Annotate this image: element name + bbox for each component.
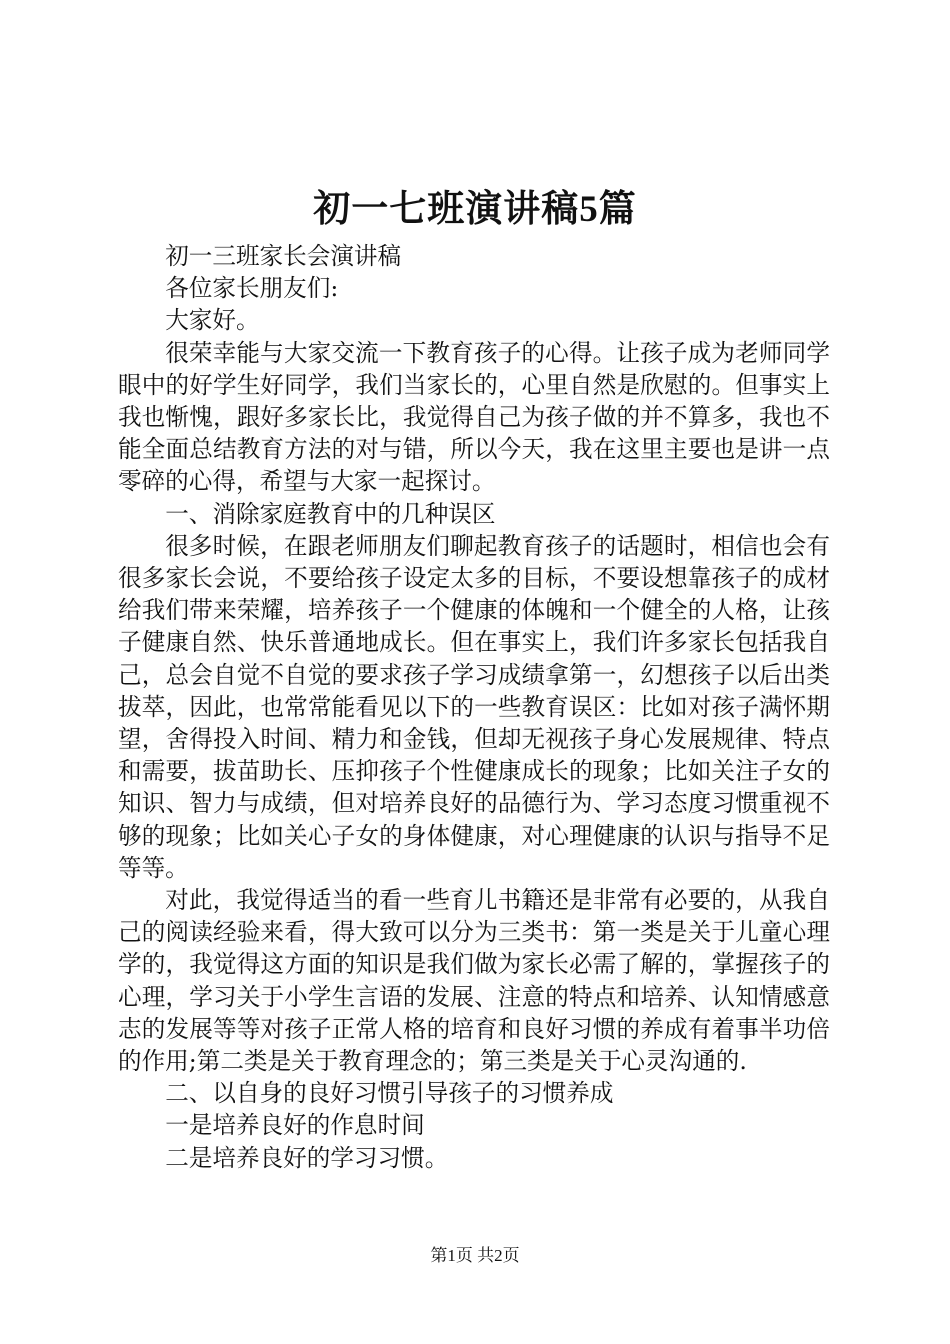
paragraph: 初一三班家长会演讲稿 [165,242,402,270]
section-heading: 一、消除家庭教育中的几种误区 [165,499,496,528]
page-footer: 第1页 共2页 [430,1246,520,1265]
paragraph: 二是培养良好的学习习惯。 [165,1143,449,1172]
paragraph: 很多时候，在跟老师朋友们聊起教育孩子的话题时，相信也会有很多家长会说，不要给孩子设定太多的目标，不要设想靠孩子的成材给我们带来荣耀，培养孩子一个健康的体魄和一个健全的人格，让孩子健康自然、快乐普通地成长。但在事实上，我们许多家长包括我自己，总会自觉不自觉的要求孩子学习成绩拿第一，幻想孩子以后出类拔萃，因此，也常常能看见以下的一些教育误区：比如对孩子满怀期望，舍得投入时间、精力和金钱，但却无视孩子身心发展规律、特点和需要，拔苗助长、压抑孩子个性健康成长的现象；比如关注子女的知识、智力与成绩，但对培养良好的品德行为、学习态度习惯重视不够的现象；比如关心子女的身体健康，对心理健康的认识与指导不足等等。 [118,531,830,882]
document-body [118,240,830,1174]
paragraph: 很荣幸能与大家交流一下教育孩子的心得。让孩子成为老师同学眼中的好学生好同学，我们当家长的，心里自然是欣慰的。但事实上我也惭愧，跟好多家长比，我觉得自己为孩子做的并不算多，我也不能全面总结教育方法的对与错，所以今天，我在这里主要也是讲一点零碎的心得，希望与大家一起探讨。 [118,338,830,496]
paragraph: 各位家长朋友们: [165,274,339,303]
document-title: 初一七班演讲稿5篇 [313,189,637,230]
paragraph: 大家好。 [165,306,260,335]
section-heading: 二、以自身的良好习惯引导孩子的习惯养成 [165,1079,614,1108]
paragraph: 一是培养良好的作息时间 [165,1111,425,1140]
paragraph: 对此，我觉得适当的看一些育儿书籍还是非常有必要的，从我自己的阅读经验来看，得大致可以分为三类书：第一类是关于儿童心理学的，我觉得这方面的知识是我们做为家长必需了解的，掌握孩子的心理，学习关于小学生言语的发展、注意的特点和培养、认知情感意志的发展等等对孩子正常人格的培育和良好习惯的养成有着事半功倍的作用;第二类是关于教育理念的；第三类是关于心灵沟通的. [118,886,830,1076]
